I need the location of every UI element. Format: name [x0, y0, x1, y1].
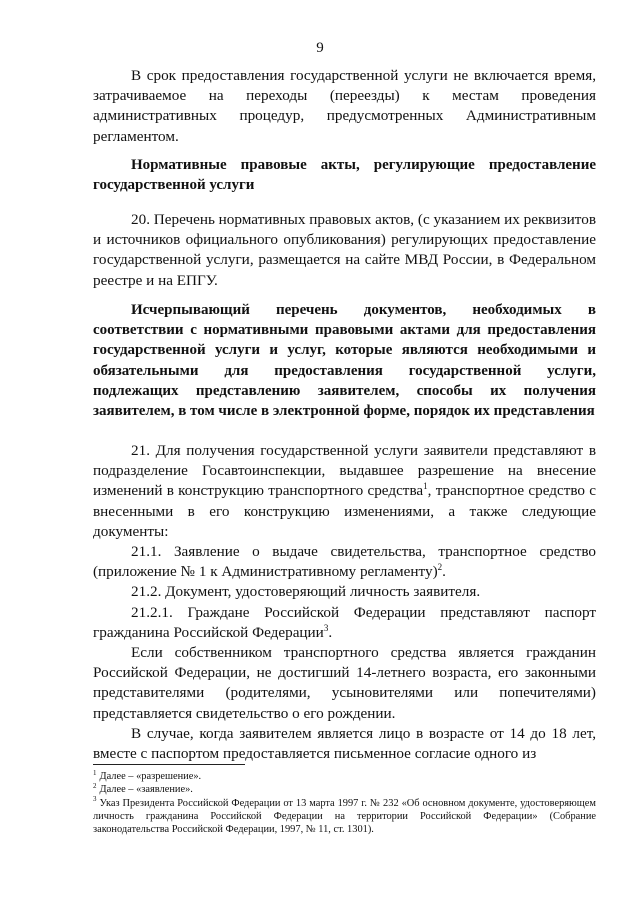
footnote-3: [93, 797, 596, 837]
footnote-1: [93, 770, 596, 783]
item-20-section: [93, 210, 596, 291]
item-21-text-a: 21. Для получения государственной услуги заявители представляют в подразделение Госавтоинспекции, выдавшее разрешение на внесение изменений в конструкцию транспортного средства: [93, 442, 596, 500]
item-21-1-text: 21.1. Заявление о выдаче свидетельства, транспортное средство (приложение № 1 к Административному регламенту): [93, 543, 596, 581]
footnote-3-text: Указ Президента Российской Федерации от 13 марта 1997 г. № 232 «Об основном документе, удостоверяющем личность гражданина Российской Федерации на территории Российской Федерации» (Собрание законодательства Российской Федерации, 1997, № 11, ст. 1301).: [93, 797, 596, 836]
heading-normative-acts: Нормативные правовые акты, регулирующие предоставление государственной услуги: [93, 157, 596, 194]
item-21-2-1-paragraph: [93, 603, 596, 643]
intro-paragraph: В срок предоставления государственной услуги не включается время, затрачиваемое на переходы (переезды) к местам проведения административных процедур, предусмотренных Административным регламентом.: [93, 67, 596, 145]
item-21-paragraph: [93, 441, 596, 542]
intro-section: [93, 66, 596, 147]
footnotes: [93, 770, 596, 836]
footnote-ref-2: 2: [437, 562, 443, 573]
footnote-divider: [93, 764, 245, 765]
age-14-18-paragraph: В случае, когда заявителем является лицо в возрасте от 14 до 18 лет, вместе с паспортом предоставляется письменное согласие одного из: [93, 724, 596, 763]
footnote-ref-1: 1: [423, 481, 428, 492]
item-21-text-b: , транспортное средство с внесенными в его конструкцию изменениями, а также следующие документы:: [93, 482, 596, 540]
item-21-2-paragraph: 21.2. Документ, удостоверяющий личность заявителя.: [131, 583, 481, 601]
heading-documents-list: Исчерпывающий перечень документов, необходимых в соответствии с нормативными правовыми актами для предоставления государственной услуги и услуг, которые являются необходимыми и обязательными для предоставления государственной услуги, подлежащих представлению заявителем, способы их получения заявителем, в том числе в электронной форме, порядок их представления: [93, 302, 596, 420]
heading-normative-acts-section: [93, 155, 596, 195]
item-20-paragraph: 20. Перечень нормативных правовых актов, (с указанием их реквизитов и источников официального опубликования) регулирующих предоставление государственной услуги, размещается на сайте МВД России, в Федеральном реестре и на ЕПГУ.: [93, 211, 596, 289]
footnote-1-text: Далее – «разрешение».: [99, 771, 202, 782]
item-21-section: [93, 441, 596, 764]
item-21-1-tail: .: [442, 563, 446, 581]
item-21-1-paragraph: [93, 542, 596, 582]
footnote-2-mark: 2: [93, 781, 97, 790]
item-21-2-1-text: 21.2.1. Граждане Российской Федерации представляют паспорт гражданина Российской Федерации: [93, 603, 596, 641]
footnote-ref-3: 3: [323, 622, 329, 633]
footnote-2: [93, 783, 596, 796]
footnote-3-mark: 3: [93, 795, 97, 804]
footnote-2-text: Далее – «заявление».: [99, 784, 193, 796]
page-number: 9: [316, 40, 324, 56]
minor-owner-paragraph: Если собственником транспортного средства является гражданин Российской Федерации, не достигший 14-летнего возраста, его законными представителями (родителями, усыновителями или попечителями) представляется свидетельство о его рождении.: [93, 644, 596, 722]
heading-documents-section: [93, 300, 596, 421]
item-21-2-1-tail: .: [328, 623, 333, 641]
footnote-1-mark: 1: [93, 768, 97, 777]
